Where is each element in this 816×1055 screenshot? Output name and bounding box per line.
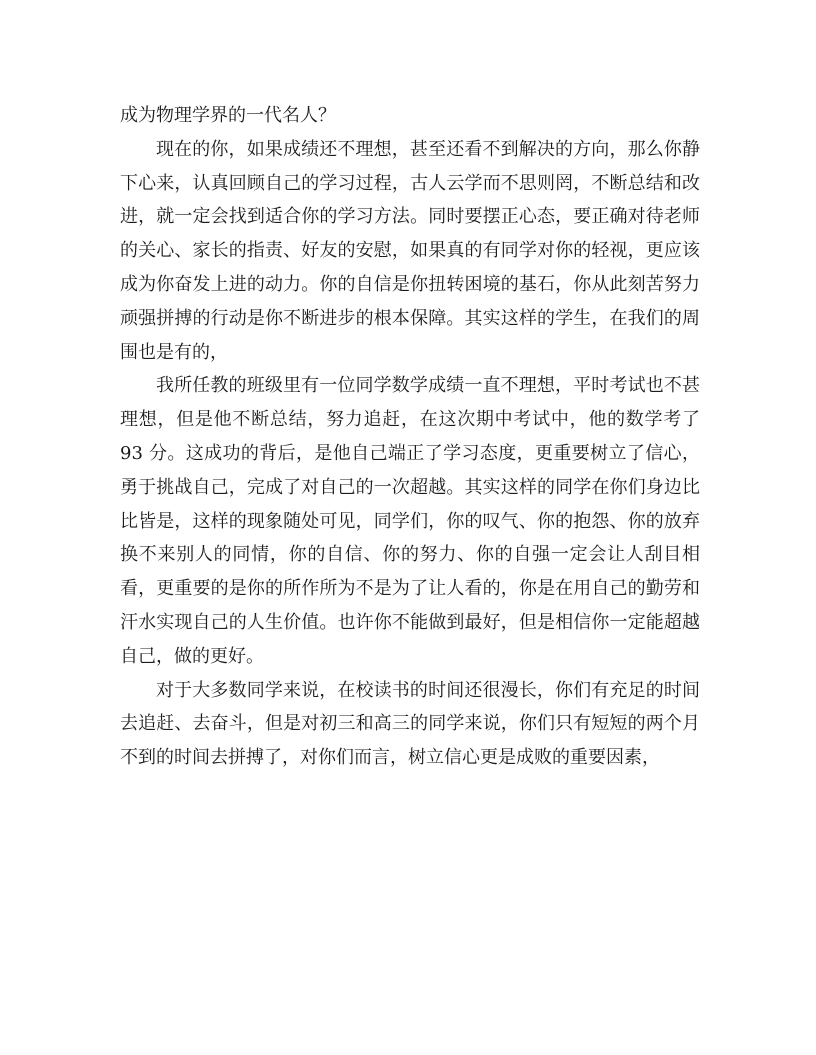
document-body bbox=[120, 99, 700, 775]
paragraph: 现在的你，如果成绩还不理想，甚至还看不到解决的方向，那么你静下心来，认真回顾自己的学习过程，古人云学而不思则罔，不断总结和改进，就一定会找到适合你的学习方法。同时要摆正心态，要正确对待老师的关心、家长的指责、好友的安慰，如果真的有同学对你的轻视，更应该成为你奋发上进的动力。你的自信是你扭转困境的基石，你从此刻苦努力顽强拼搏的行动是你不断进步的根本保障。其实这样的学生，在我们的周围也是有的， bbox=[120, 138, 700, 363]
paragraph: 我所任教的班级里有一位同学数学成绩一直不理想，平时考试也不甚理想，但是他不断总结，努力追赶，在这次期中考试中，他的数学考了 93 分。这成功的背后，是他自己端正了学习态度，更重要树立了信心，勇于挑战自己，完成了对自己的一次超越。其实这样的同学在你们身边比比皆是，这样的现象随处可见，同学们，你的叹气、你的抱怨、你的放弃换不来别人的同情，你的自信、你的努力、你的自强一定会让人刮目相看，更重要的是你的所作所为不是为了让人看的，你是在用自己的勤劳和汗水实现自己的人生价值。也许你不能做到最好，但是相信你一定能超越自己，做的更好。 bbox=[120, 375, 700, 667]
paragraph: 对于大多数同学来说，在校读书的时间还很漫长，你们有充足的时间去追赶、去奋斗，但是对初三和高三的同学来说，你们只有短短的两个月不到的时间去拼搏了，对你们而言，树立信心更是成败的重要因素， bbox=[120, 679, 700, 769]
paragraph-continuation: 成为物理学界的一代名人？ bbox=[120, 105, 336, 126]
